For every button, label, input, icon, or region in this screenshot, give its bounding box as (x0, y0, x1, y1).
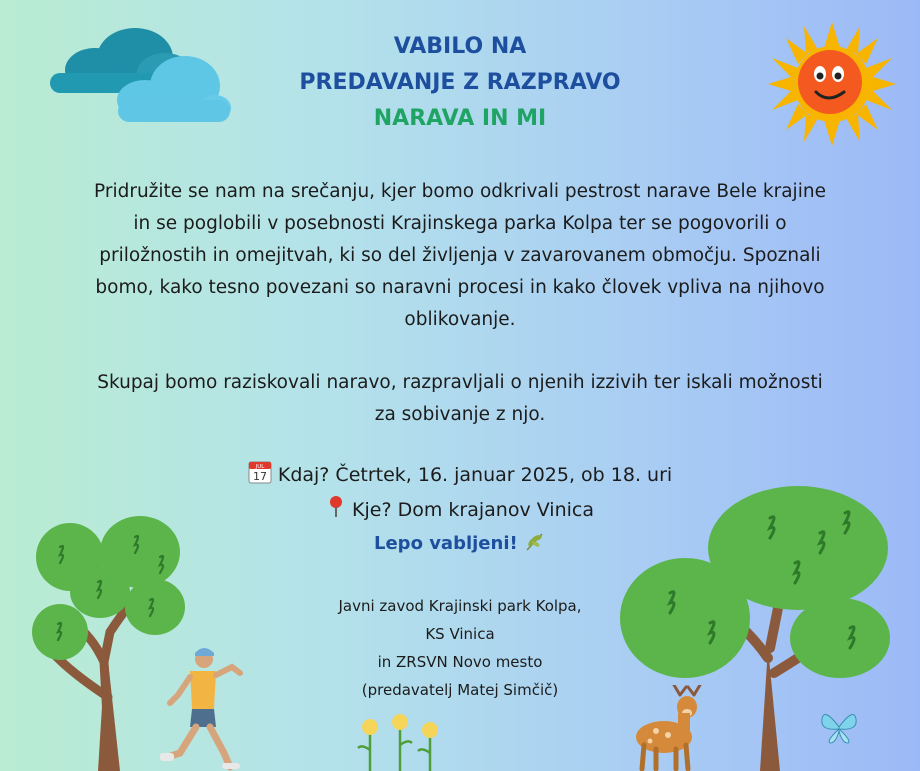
organizer-line-2: KS Vinica (425, 625, 495, 643)
organizer-line-4: (predavatelj Matej Simčič) (361, 681, 559, 699)
deer-illustration (628, 685, 718, 771)
organizers-block (260, 592, 660, 704)
calendar-month: JUL (255, 464, 265, 470)
organizer-line-3: in ZRSVN Novo mesto (377, 653, 543, 671)
runner-illustration (160, 645, 250, 771)
map-pin-icon (326, 495, 346, 519)
title-line-3: NARAVA IN MI (373, 106, 547, 131)
intro-paragraph: Pridružite se nam na srečanju, kjer bomo odkrivali pestrost narave Bele krajine in se poglobili v posebnosti Krajinskega parka Kolpa ter se pogovorili o priložnostih in omejitvah, ki so del življenja v zavarovanem območju. Spoznali bomo, kako tesno povezani so naravni procesi in kako človek vpliva na njihovo oblikovanje. (94, 181, 826, 330)
leaf-icon (524, 530, 546, 552)
calendar-day: 17 (252, 470, 267, 483)
event-when-text: Kdaj? Četrtek, 16. januar 2025, ob 18. uri (277, 464, 673, 486)
butterfly-illustration (818, 705, 860, 747)
calendar-icon (248, 460, 272, 484)
flowers-illustration (355, 705, 445, 771)
event-where-text: Kje? Dom krajanov Vinica (352, 499, 594, 521)
welcome-text: Lepo vabljeni! (374, 533, 518, 554)
title-line-2: PREDAVANJE Z RAZPRAVO (299, 70, 621, 95)
second-paragraph: Skupaj bomo raziskovali naravo, razpravljali o njenih izzivih ter iskali možnosti za sobivanje z njo. (97, 372, 823, 425)
organizer-line-1: Javni zavod Krajinski park Kolpa, (338, 597, 582, 615)
title-line-1: VABILO NA (393, 34, 527, 59)
